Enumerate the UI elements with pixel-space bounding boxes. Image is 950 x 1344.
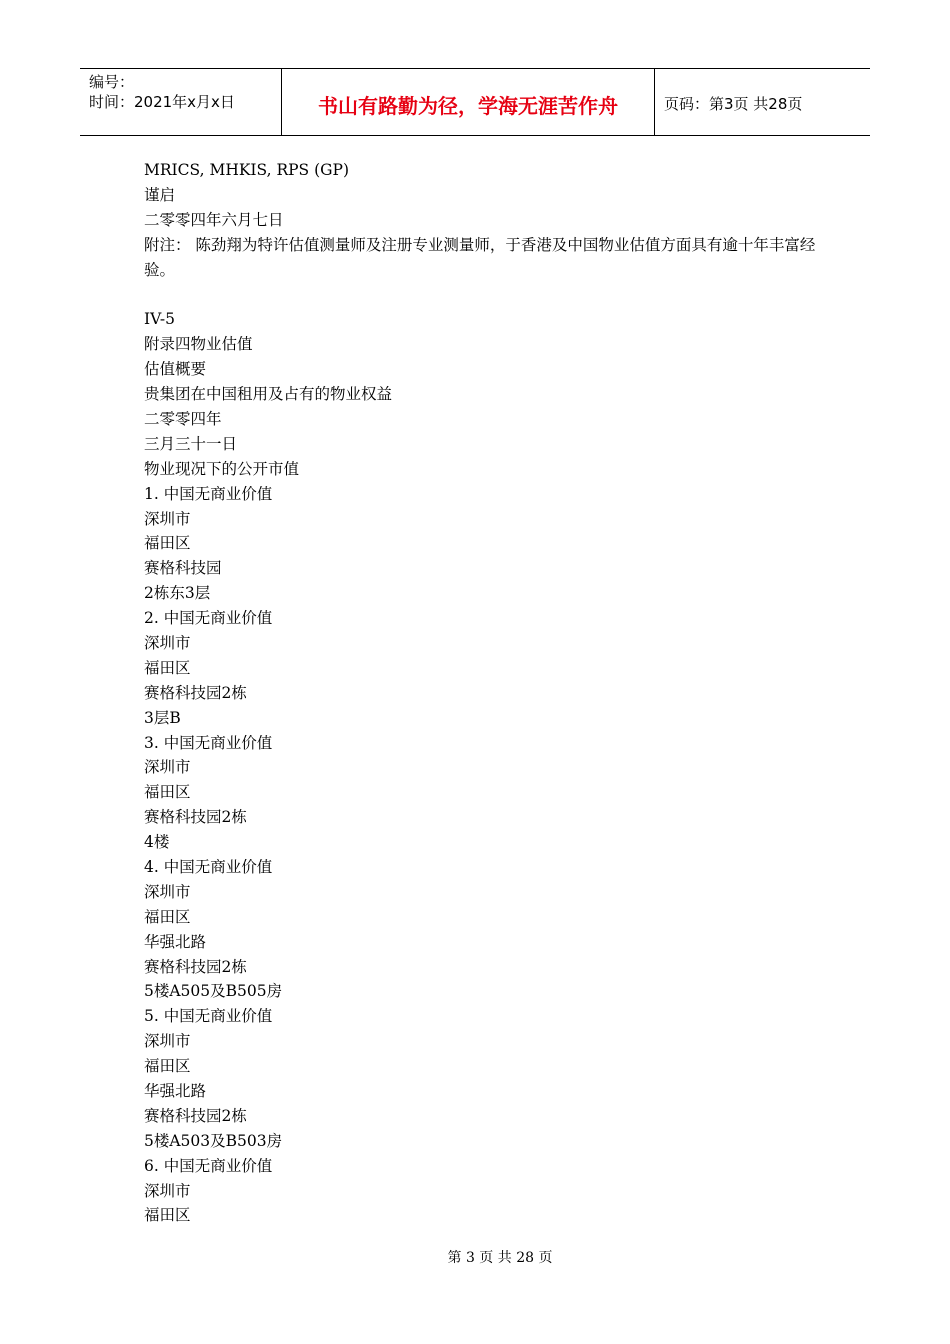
- body-line: 4. 中国无商业价值: [144, 857, 273, 876]
- body-line: 赛格科技园: [144, 559, 222, 578]
- body-line: 2. 中国无商业价值: [144, 609, 273, 628]
- page-header: [80, 68, 870, 136]
- body-line: 物业现况下的公开市值: [144, 459, 300, 478]
- body-line: 6. 中国无商业价值: [144, 1156, 273, 1175]
- body-line: 福田区: [144, 1206, 191, 1225]
- body-line: 赛格科技园2栋: [144, 1106, 247, 1125]
- header-meta: [80, 69, 282, 135]
- body-line: 5楼A503及B503房: [144, 1131, 283, 1150]
- body-line: 二零零四年六月七日: [144, 210, 284, 229]
- note-paragraph: 附注： 陈劲翔为特许估值测量师及注册专业测量师，于香港及中国物业估值方面具有逾十年丰富经验。: [144, 235, 816, 279]
- paragraph-gap: [144, 282, 824, 307]
- header-time-label: 时间：2021年x月x日: [89, 93, 235, 111]
- body-line: 深圳市: [144, 633, 191, 652]
- body-line: MRICS, MHKIS, RPS (GP): [144, 161, 350, 179]
- body-line: 1. 中国无商业价值: [144, 484, 273, 503]
- document-body: [144, 158, 824, 1228]
- body-line: 5. 中国无商业价值: [144, 1007, 273, 1026]
- body-line: 深圳市: [144, 758, 191, 777]
- body-line: 福田区: [144, 1057, 191, 1076]
- body-line: 三月三十一日: [144, 434, 238, 453]
- header-number-label: 编号：: [89, 73, 135, 91]
- page-footer: 第 3 页 共 28 页: [447, 1250, 553, 1266]
- body-line: 估值概要: [144, 360, 207, 379]
- body-line: 深圳市: [144, 509, 191, 528]
- body-line: 深圳市: [144, 882, 191, 901]
- body-top-lines: [144, 158, 824, 233]
- body-line: 2栋东3层: [144, 584, 211, 603]
- body-line: 福田区: [144, 783, 191, 802]
- body-line: 深圳市: [144, 1032, 191, 1051]
- body-line: 福田区: [144, 658, 191, 677]
- body-line: 3层B: [144, 708, 181, 727]
- body-line: 5楼A505及B505房: [144, 982, 283, 1001]
- body-line: 华强北路: [144, 932, 207, 951]
- body-line: 附录四物业估值: [144, 335, 253, 354]
- header-motto: 书山有路勤为径，学海无涯苦作舟: [282, 69, 655, 135]
- body-line: 福田区: [144, 907, 191, 926]
- body-line: 赛格科技园2栋: [144, 957, 247, 976]
- body-line: 福田区: [144, 534, 191, 553]
- body-line: 4楼: [144, 833, 170, 852]
- body-line: 深圳市: [144, 1181, 191, 1200]
- body-line: 3. 中国无商业价值: [144, 733, 273, 752]
- body-line: 谨启: [144, 185, 176, 204]
- body-line: 华强北路: [144, 1081, 207, 1100]
- body-bottom-lines: [144, 307, 824, 1228]
- body-line: 二零零四年: [144, 409, 222, 428]
- body-line: 贵集团在中国租用及占有的物业权益: [144, 385, 393, 404]
- body-line: 赛格科技园2栋: [144, 808, 247, 827]
- body-line: IV-5: [144, 310, 175, 329]
- body-line: 赛格科技园2栋: [144, 683, 247, 702]
- header-page-label: 页码：第3页 共28页: [664, 94, 803, 113]
